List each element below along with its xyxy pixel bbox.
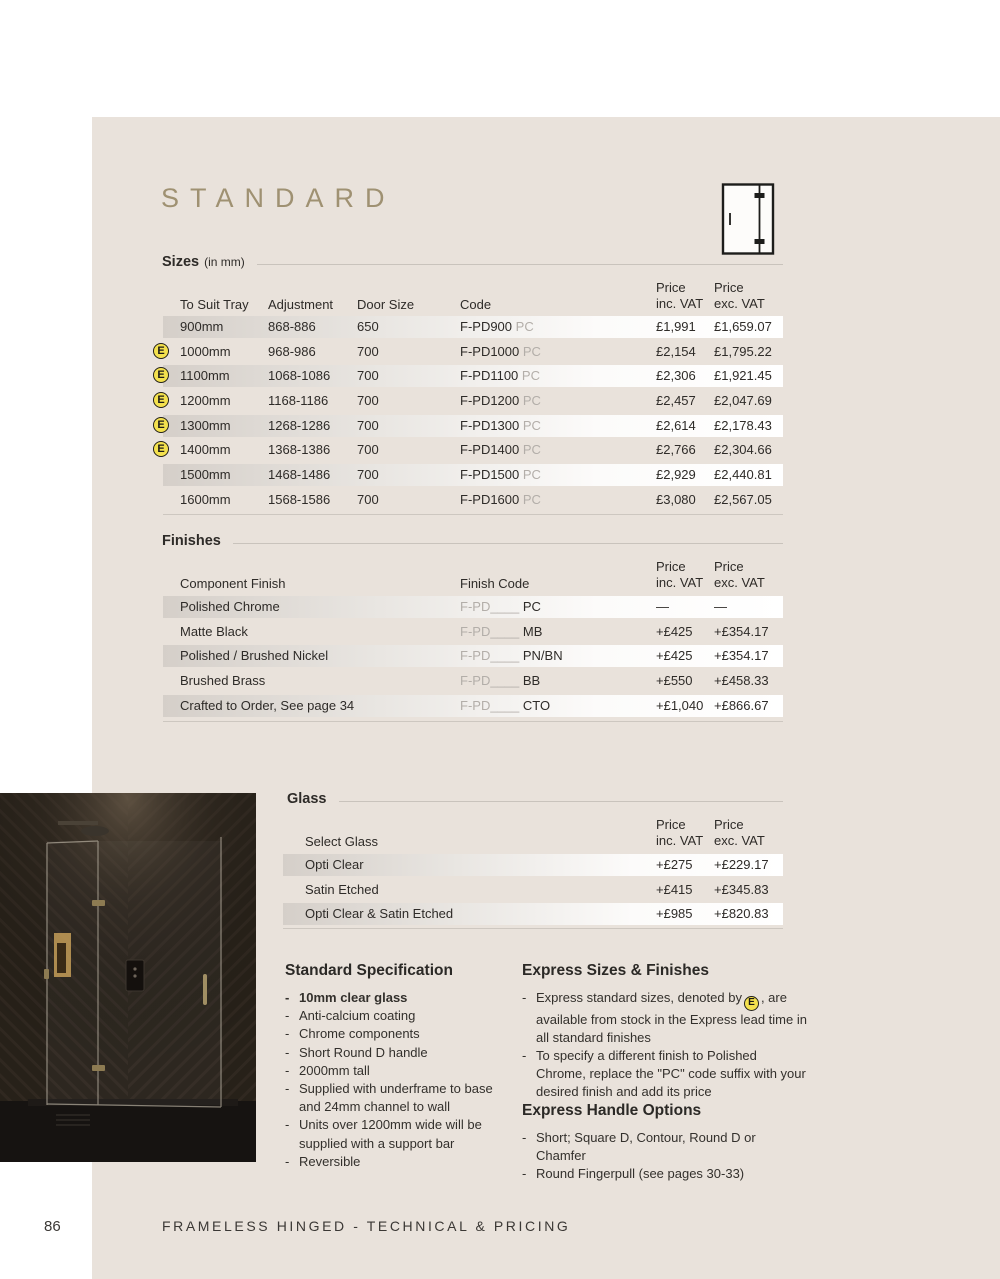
bullet-dash: - [522,990,527,1005]
cell-door-size: 700 [357,343,379,359]
cell-price-exc: — [714,599,727,614]
bullet-dash: - [285,1081,290,1097]
cell-adjustment: 868-886 [268,319,316,334]
bullet-dash: - [522,1129,527,1145]
bullet-dash: - [285,1153,290,1169]
bullet-dash: - [285,990,290,1005]
express-badge: E [744,996,759,1011]
express-handle-options-heading: Express Handle Options [522,1101,702,1119]
cell-price-inc: £2,154 [656,343,696,359]
sizes-table-bottom-rule [163,514,783,515]
cell-price-exc: +£345.83 [714,881,769,897]
sizes-heading-label: Sizes [162,254,200,270]
cell-price-exc: £2,567.05 [714,491,772,507]
cell-door-size: 650 [357,319,379,334]
cell-door-size: 700 [357,442,379,458]
table-row [163,464,783,486]
cell-adjustment: 1068-1086 [268,368,331,384]
bullet-dash: - [285,1117,290,1133]
list-item: - To specify a different finish to Polished Chrome, replace the "PC" code suffix with your desired finish and add its price [522,1047,807,1102]
cell-finish: Crafted to Order, See page 34 [180,697,355,713]
page-number: 86 [44,1218,61,1235]
cell-price-exc: £2,047.69 [714,393,772,409]
cell-tray: 1100mm [180,368,230,384]
col-header-price-exc-vat: Price exc. VAT [714,280,765,311]
express-badge: E [153,417,169,433]
cell-price-exc: £2,304.66 [714,442,772,458]
cell-tray: 1200mm [180,393,231,409]
list-item: - Chrome components [285,1025,497,1043]
finishes-heading-label: Finishes [162,533,221,549]
cell-adjustment: 1168-1186 [268,393,329,409]
cell-tray: 900mm [180,319,224,334]
cell-adjustment: 1468-1486 [268,467,331,483]
cell-glass-name: Opti Clear & Satin Etched [305,906,454,922]
cell-price-inc: £2,614 [656,417,696,433]
cell-finish-code: F-PD____ PC [460,599,541,614]
sizes-table [157,316,783,514]
cell-price-inc: £2,306 [656,368,696,384]
table-row [163,695,783,717]
shower-door-photo [0,793,256,1162]
cell-price-exc: +£866.67 [714,697,769,713]
table-row [283,854,783,876]
cell-price-exc: +£820.83 [714,906,769,922]
table-row [157,341,783,363]
cell-code: F-PD1300 PC [460,417,541,433]
table-row [163,596,783,618]
table-row [163,670,783,692]
table-row [163,645,783,667]
cell-adjustment: 1568-1586 [268,491,331,507]
sizes-heading-rule [257,264,783,265]
cell-price-inc: +£425 [656,623,693,639]
cell-finish-code: F-PD____ CTO [460,697,551,713]
cell-price-exc: +£354.17 [714,648,769,664]
list-item: - Short Round D handle [285,1044,497,1062]
cell-door-size: 700 [357,417,379,433]
cell-price-inc: £2,457 [656,393,696,409]
cell-adjustment: 1268-1286 [268,417,331,433]
sizes-section-heading [162,254,783,270]
cell-finish: Brushed Brass [180,673,266,689]
cell-tray: 1500mm [180,467,231,483]
express-sizes-finishes-list [522,989,807,1102]
table-row [157,365,783,387]
cell-adjustment: 1368-1386 [268,442,331,458]
col-header-component-finish: Component Finish [180,576,286,591]
list-item: - Anti-calcium coating [285,1007,497,1025]
finishes-table-bottom-rule [163,721,783,722]
cell-price-exc: £1,921.45 [714,368,772,384]
express-bullet-text: Express standard sizes, denoted by E , are available from stock in the Express lead time in all standard finishes [536,990,807,1045]
sizes-table-header [163,272,783,312]
finishes-section-heading [162,533,783,549]
cell-price-exc: £2,178.43 [714,417,772,433]
table-row [283,903,783,925]
cell-price-inc: £2,766 [656,442,696,458]
cell-price-inc: £1,991 [656,319,696,334]
cell-price-inc: +£550 [656,673,693,689]
cell-adjustment: 968-986 [268,343,316,359]
standard-specification-list [285,989,497,1171]
cell-code: F-PD1100 PC [460,368,540,384]
table-row [163,489,783,511]
cell-code: F-PD1000 PC [460,343,541,359]
finishes-table-header [163,551,783,591]
express-badge: E [153,343,169,359]
table-row [157,439,783,461]
cell-door-size: 700 [357,491,379,507]
cell-door-size: 700 [357,393,379,409]
cell-tray: 1400mm [180,442,231,458]
col-header-price-inc-vat: Price inc. VAT [656,280,704,311]
list-item: - Round Fingerpull (see pages 30-33) [522,1165,807,1183]
col-header-price-exc-vat: Price exc. VAT [714,559,765,590]
list-item: - Short; Square D, Contour, Round D or Chamfer [522,1129,807,1165]
bullet-dash: - [522,1048,527,1063]
cell-price-exc: £1,659.07 [714,319,772,334]
cell-price-exc: £1,795.22 [714,343,772,359]
cell-code: F-PD900 PC [460,319,534,334]
glass-heading-label: Glass [287,791,327,807]
cell-code: F-PD1200 PC [460,393,541,409]
cell-price-inc: +£985 [656,906,693,922]
glass-table [283,854,783,928]
list-item: - 2000mm tall [285,1062,497,1080]
cell-finish: Polished / Brushed Nickel [180,648,329,664]
bullet-dash: - [522,1166,527,1182]
express-badge: E [153,367,169,383]
cell-code: F-PD1400 PC [460,442,541,458]
cell-price-inc: — [656,599,669,614]
glass-heading-rule [339,801,784,802]
list-item: - Reversible [285,1153,497,1171]
standard-specification-heading: Standard Specification [285,962,453,979]
col-header-finish-code: Finish Code [460,576,530,591]
cell-finish: Matte Black [180,623,248,639]
table-row [283,879,783,901]
cell-price-inc: +£415 [656,881,693,897]
bullet-dash: - [285,1062,290,1078]
col-header-code: Code [460,297,492,312]
cell-door-size: 700 [357,368,379,384]
glass-table-header [283,809,783,849]
cell-finish-code: F-PD____ PN/BN [460,648,563,664]
glass-section-heading [287,791,783,807]
sizes-heading-note: (in mm) [204,255,245,269]
cell-tray: 1000mm [180,343,231,359]
cell-price-exc: +£229.17 [714,857,769,872]
list-item: - Supplied with underframe to base and 24mm channel to wall [285,1080,497,1116]
col-header-price-inc-vat: Price inc. VAT [656,817,704,848]
col-header-price-inc-vat: Price inc. VAT [656,559,704,590]
table-row [157,390,783,412]
glass-table-bottom-rule [283,928,783,929]
cell-finish-code: F-PD____ MB [460,623,543,639]
cell-price-inc: £2,929 [656,467,696,483]
footer-title: FRAMELESS HINGED - TECHNICAL & PRICING [162,1218,571,1234]
cell-code: F-PD1500 PC [460,467,541,483]
bullet-dash: - [285,1044,290,1060]
list-item: - Units over 1200mm wide will be supplied with a support bar [285,1116,497,1152]
col-header-to-suit-tray: To Suit Tray [180,297,249,312]
table-row [157,415,783,437]
cell-price-inc: +£275 [656,857,693,872]
table-row [163,316,783,338]
col-header-adjustment: Adjustment [268,297,334,312]
finishes-heading-rule [233,543,783,544]
cell-price-exc: +£458.33 [714,673,769,689]
express-badge: E [153,392,169,408]
col-header-select-glass: Select Glass [305,834,378,849]
col-header-door-size: Door Size [357,297,415,312]
cell-glass-name: Opti Clear [305,857,364,872]
express-badge: E [153,441,169,457]
page-title: STANDARD [161,183,396,213]
cell-tray: 1600mm [180,491,231,507]
standard-specification-section [285,962,497,1171]
cell-price-inc: £3,080 [656,491,696,507]
cell-door-size: 700 [357,467,379,483]
table-row [163,621,783,643]
door-diagram-icon [721,183,775,260]
col-header-price-exc-vat: Price exc. VAT [714,817,765,848]
cell-tray: 1300mm [180,417,231,433]
cell-price-exc: +£354.17 [714,623,769,639]
cell-price-exc: £2,440.81 [714,467,772,483]
list-item [522,989,807,1047]
cell-finish: Polished Chrome [180,599,280,614]
cell-price-inc: +£425 [656,648,693,664]
express-handle-options-list [522,1129,807,1184]
list-item: - 10mm clear glass [285,989,497,1007]
finishes-table [163,596,783,719]
cell-code: F-PD1600 PC [460,491,541,507]
bullet-dash: - [285,1026,290,1042]
cell-glass-name: Satin Etched [305,881,379,897]
cell-price-inc: +£1,040 [656,697,704,713]
express-sizes-finishes-heading: Express Sizes & Finishes [522,962,709,979]
express-sections [522,962,807,1183]
cell-finish-code: F-PD____ BB [460,673,541,689]
bullet-dash: - [285,1008,290,1024]
